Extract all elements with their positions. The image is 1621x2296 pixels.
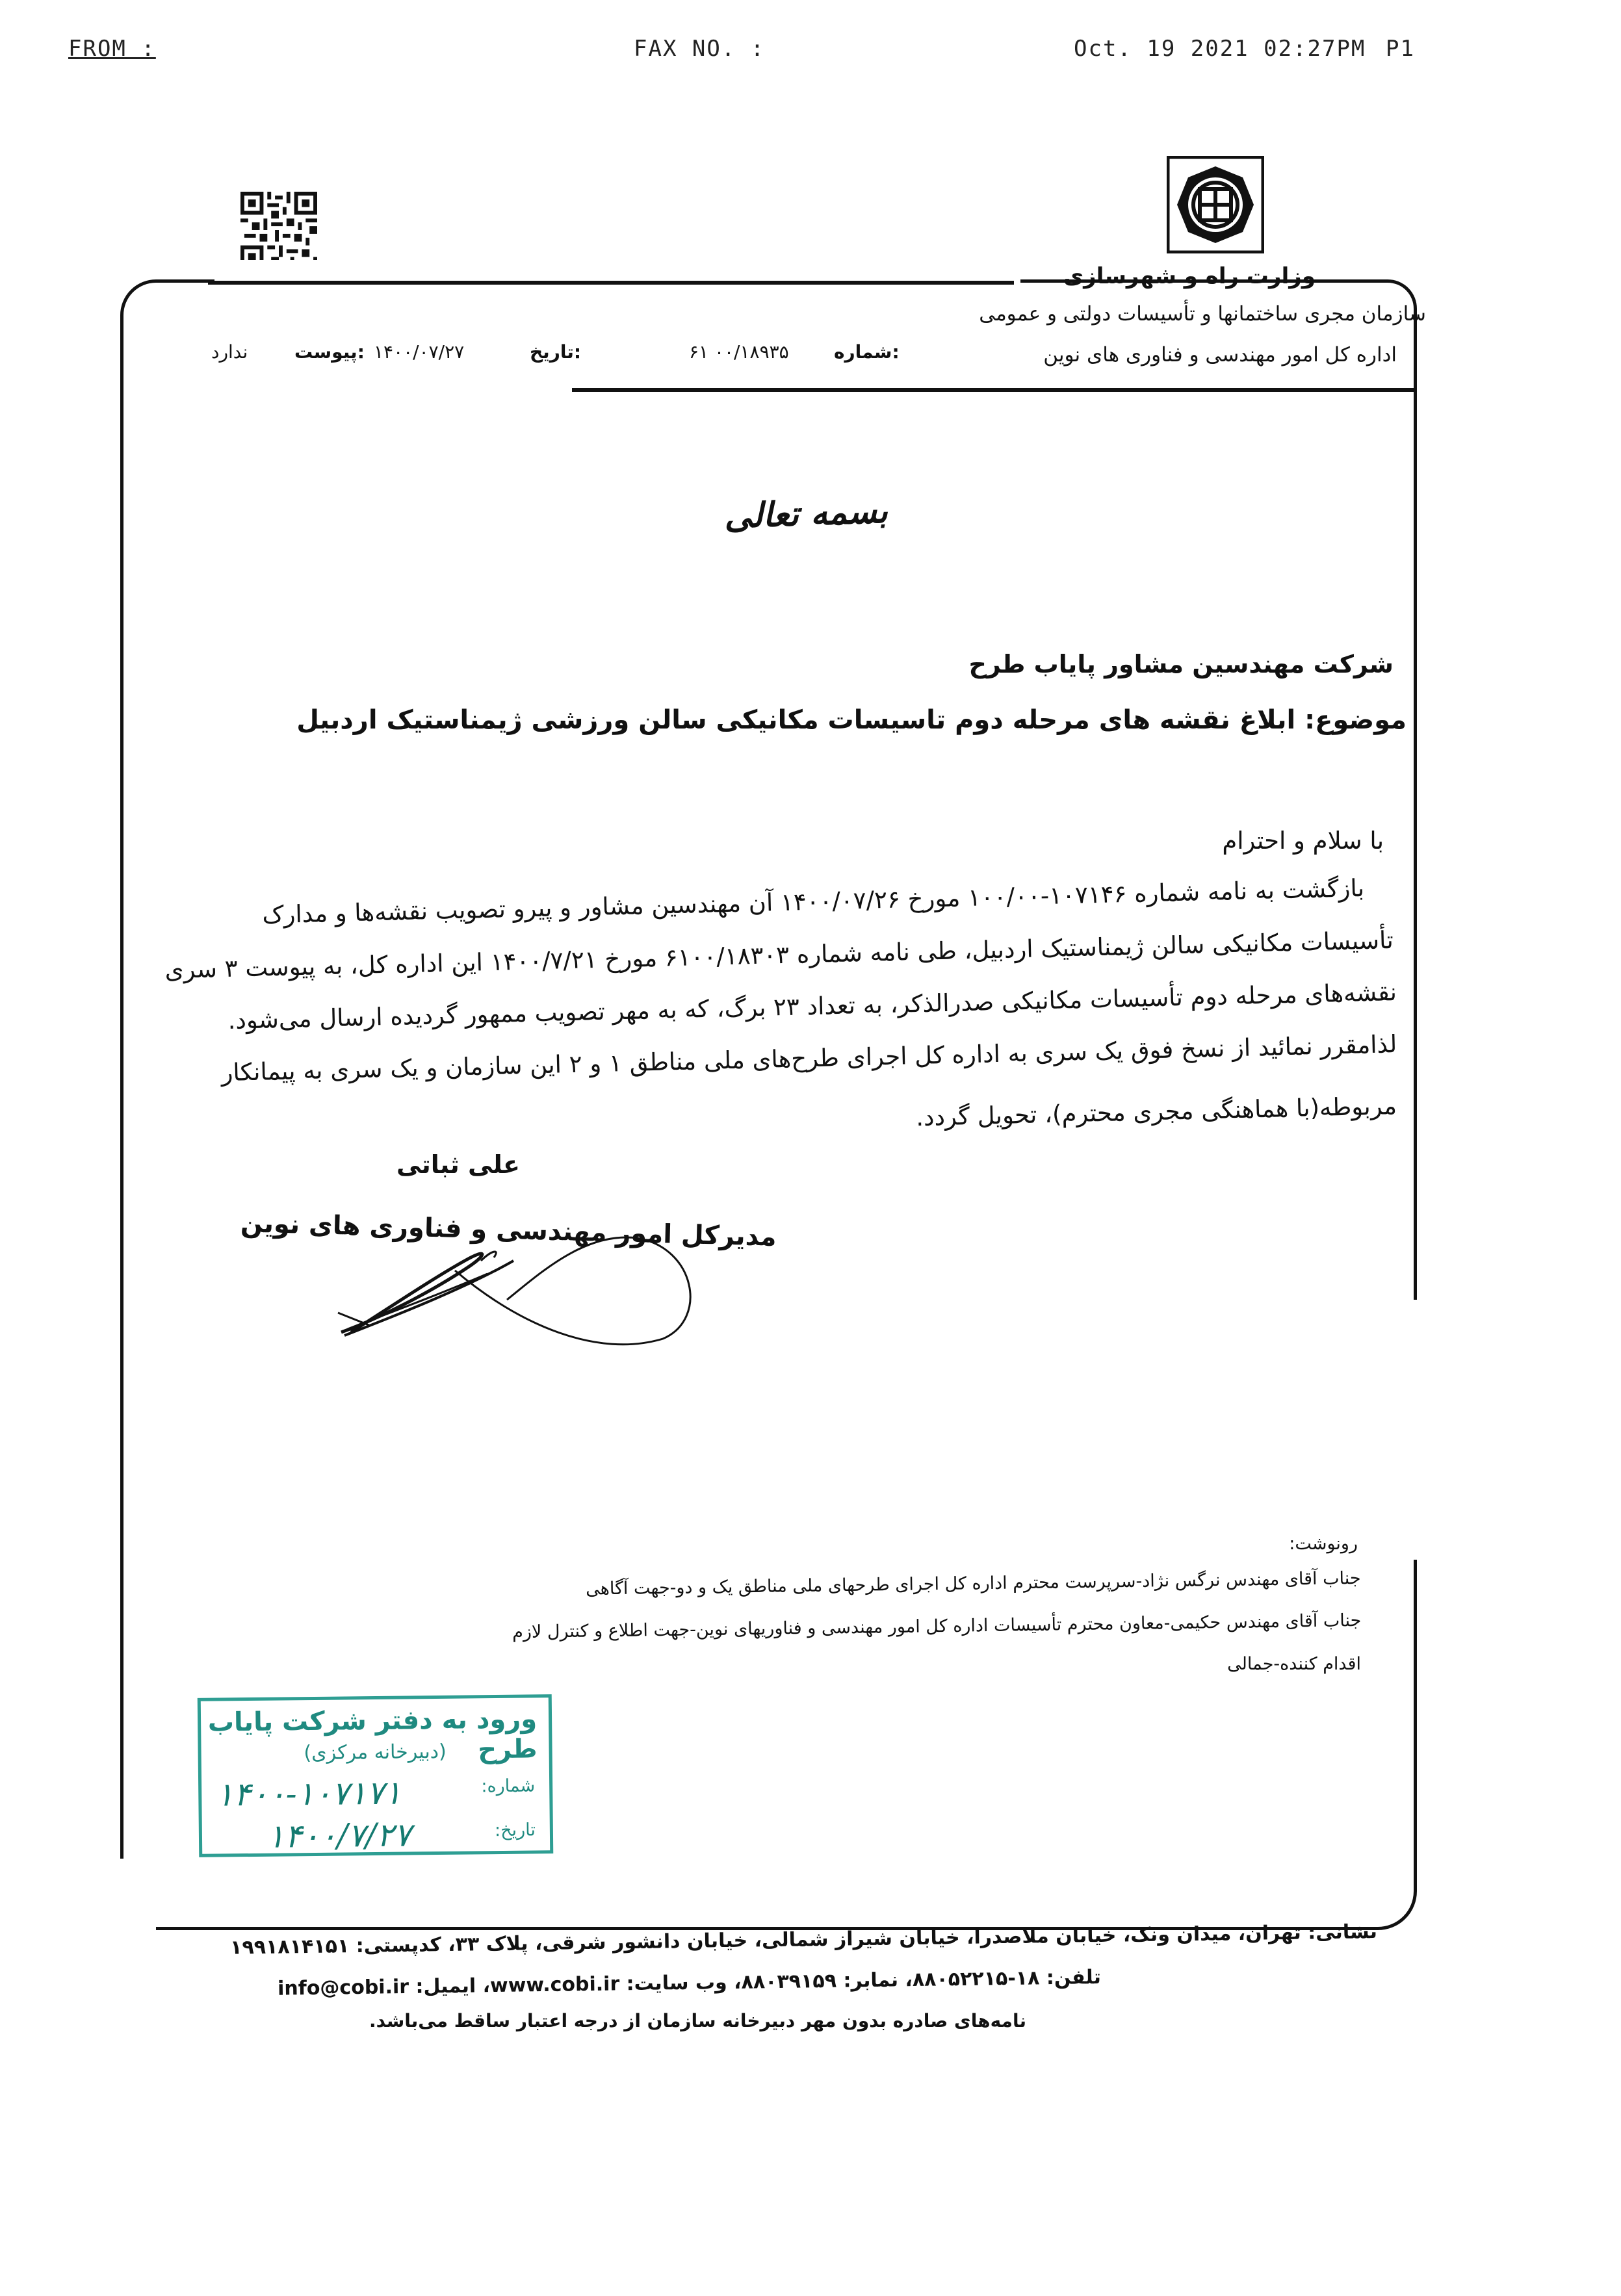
receipt-stamp [198, 1694, 554, 1857]
letter-date-label: تاریخ: [530, 341, 582, 363]
ministry-logo-icon [1167, 156, 1264, 253]
body-line: تأسیسات مکانیکی سالن ژیمناستیک اردبیل، طی نامه شماره ۶۱۰۰/۱۸۳۰۳ مورخ ۱۴۰۰/۷/۲۱ این اداره کل، به پیوست ۳ سری [164, 926, 1394, 985]
fax-number-label: FAX NO. : [634, 36, 766, 62]
stamp-title: ورود به دفتر شرکت پایاب طرح [207, 1704, 538, 1765]
ministry-name: وزارت راه و شهرسازی [1063, 263, 1316, 289]
department-name: اداره کل امور مهندسی و فناوری های نوین [1043, 343, 1397, 367]
body-line: بازگشت به نامه شماره ۱۰۷۱۴۶-۱۰۰/۰۰ مورخ ۱۴۰۰/۰۷/۲۶ آن مهندسین مشاور و پیرو تصویب نقشه‌ها و مدارک [261, 874, 1365, 929]
recipient: شرکت مهندسین مشاور پایاب طرح [968, 650, 1394, 678]
footer-contact: تلفن: ۱۸-۸۸۰۵۲۲۱۵، نمابر: ۸۸۰۳۹۱۵۹، وب سایت: www.cobi.ir، ایمیل: info@cobi.ir [277, 1966, 1102, 2000]
stamp-subtitle: (دبیرخانه مرکزی) [304, 1740, 447, 1765]
letter-number-label: شماره: [834, 341, 900, 363]
body-line: نقشه‌های مرحله دوم تأسیسات مکانیکی صدرالذکر، به تعداد ۲۳ برگ، که به مهر تصویب ممهور گردیده ارسال می‌شود. [227, 978, 1397, 1035]
attachment-value: ندارد [211, 341, 248, 363]
fax-timestamp: Oct. 19 2021 02:27PM [1074, 36, 1366, 62]
header-divider [208, 281, 1014, 285]
cc-line: جناب آقای مهندس نرگس نژاد-سرپرست محترم اداره کل اجرای طرحهای ملی مناطق یک و دو-جهت آگاهی [586, 1568, 1362, 1599]
salutation-title: بسمه تعالی [723, 491, 888, 537]
stamp-number-label: شماره: [481, 1775, 536, 1797]
cc-heading: رونوشت: [1289, 1534, 1358, 1554]
stamp-date-value: ۱۴۰۰/۷/۲۷ [266, 1816, 411, 1855]
body-line: لذامقرر نمائید از نسخ فوق یک سری به اداره کل اجرای طرح‌های ملی مناطق ۱ و ۲ این سازمان و یک سری به پیمانکار [220, 1030, 1397, 1087]
signatory-title: مدیرکل امور مهندسی و فناوری های نوین [240, 1208, 777, 1252]
letter-number-value: ۶۱ ۰۰/۱۸۹۳۵ [689, 341, 789, 363]
agency-name: سازمان مجری ساختمانها و تأسیسات دولتی و عمومی [979, 302, 1426, 326]
attachment-label: پیوست: [294, 341, 365, 363]
footer-address: نشانی: تهران، میدان ونک، خیابان ملاصدرا، خیابان شیراز شمالی، خیابان دانشور شرقی، پلاک ۳۳، کدپستی: ۱۹۹۱۸۱۴۱۵۱ [230, 1920, 1378, 1959]
fax-from-label: FROM : [68, 36, 156, 62]
header-rule [572, 388, 1417, 392]
qr-code-icon [240, 192, 317, 268]
handwritten-signature [325, 1222, 715, 1378]
signatory-name: علی ثباتی [396, 1150, 520, 1179]
cc-line: اقدام کننده-جمالی [1227, 1654, 1361, 1674]
body-line: مربوطه(با هماهنگی مجری محترم)، تحویل گردد. [915, 1092, 1397, 1132]
stamp-date-label: تاریخ: [494, 1820, 536, 1841]
fax-page: P1 [1386, 36, 1415, 62]
letter-date-value: ۱۴۰۰/۰۷/۲۷ [374, 341, 465, 363]
subject-line: موضوع: ابلاغ نقشه های مرحله دوم تاسیسات مکانیکی سالن ورزشی ژیمناستیک اردبیل [296, 705, 1407, 735]
footer-notice: نامه‌های صادره بدون مهر دبیرخانه سازمان از درجه اعتبار ساقط می‌باشد. [369, 2010, 1026, 2032]
greeting: با سلام و احترام [1222, 827, 1384, 855]
cc-line: جناب آقای مهندس حکیمی-معاون محترم تأسیسات اداره کل امور مهندسی و فناوریهای نوین-جهت اطلاع و کنترل لازم [512, 1610, 1362, 1643]
stamp-number-value: ۱۴۰۰-۱۰۷۱۷۱ [215, 1774, 402, 1814]
